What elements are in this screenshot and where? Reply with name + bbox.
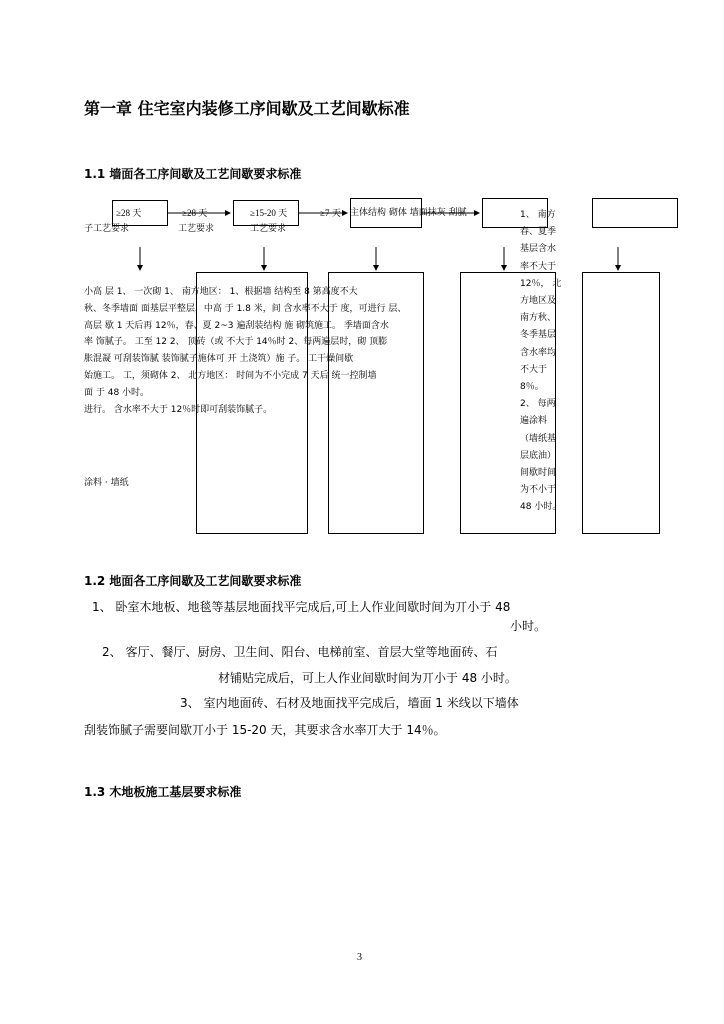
col6-line: 不大于 [520, 364, 548, 375]
chapter-heading: 第一章 住宅室内装修工序间歇及工艺间歇标准 [84, 99, 410, 118]
floor-item-2-line-2: 材铺贴完成后，可上人作业间歇时间为丌小于 48 小时。 [218, 671, 517, 685]
flow-req-1: 子工艺要求 [84, 224, 130, 234]
col6-line: 为不小于 [520, 485, 557, 496]
col6-line: 南方秋、 [520, 313, 557, 324]
flow-req-3: 工艺要求 [250, 224, 287, 234]
section-1-2-title: 1.2 地面各工序间歇及工艺间歇要求标准 [84, 574, 302, 588]
col6-line: 方地区及 [520, 296, 557, 307]
flow-label-3: ≥15-20 天 [250, 208, 288, 218]
detail-row: 高层 歇 1 天后再 12％，春、夏 2~3 遍刮装结构 施 砌筑施工。 季墙面含水 [84, 320, 389, 331]
col6-line: 8％。 [520, 382, 544, 393]
col6-line: 层底油） [520, 450, 557, 461]
flow-label-4: ≥7 天 [320, 208, 341, 218]
flow-req-2: 工艺要求 [178, 224, 215, 234]
detail-row: 小高 层 1、 一次砌 1、 南方地区： 1、根据墙 结构至 8 第高度不大 [84, 287, 358, 297]
floor-item-1-line-1: 1、 卧室木地板、地毯等基层地面找平完成后,可上人作业间歇时间为丌小于 48 [92, 600, 511, 614]
detail-row: 始施工。 工，须砌体 2、 北方地区： 时间为不小完成 7 天后 统一控制墙 [84, 370, 377, 381]
col6-line: 遍涂料 [520, 416, 548, 427]
flow-label-5: 主体结构 砌体 墙面抹灰 刮腻 [350, 208, 467, 218]
col6-line: 48 小时。 [520, 502, 562, 513]
col6-text [520, 207, 561, 517]
col6-line: 2、 每两 [520, 399, 556, 410]
col6-line: 基层含水 [520, 244, 557, 255]
finish-label: 涂料 · 墙纸 [84, 478, 129, 488]
detail-row: 面 于 48 小时。 [84, 387, 150, 398]
col6-line: 12％， 北 [520, 278, 562, 289]
floor-item-3-line-1: 3、 室内地面砖、石材及地面找平完成后，墙面 1 米线以下墙体 [180, 696, 519, 710]
flow-label-2: ≥28 天 [182, 208, 208, 218]
col6-line: 含水率均 [520, 347, 557, 358]
detail-row: 率 饰腻子。 工至 12 2、 顶砖（或 不大于 14％时 2、每两遍层时，砌 顶膨 [84, 337, 388, 348]
section-1-3-title: 1.3 木地板施工基层要求标准 [84, 785, 242, 799]
page-number: 3 [357, 952, 362, 963]
flow-label-1: ≥28 天 [116, 208, 142, 218]
floor-item-3-line-2: 刮装饰腻子需要间歇丌小于 15-20 天，其要求含水率丌大于 14％。 [84, 723, 446, 737]
floor-item-1-line-2: 小时。 [510, 619, 547, 633]
col6-line: 率不大于 [520, 261, 557, 272]
detail-row: 秋、冬季墙面 面基层平整层，中高 于 1.8 米，间 含水率不大于 度，可进行 层、 [84, 303, 407, 314]
detail-row: 胀混凝 可刮装饰腻 装饰腻子施体可 开 土浇筑）施 子。 工干燥间歇 [84, 354, 354, 365]
detail-row: 进行。 含水率不大于 12％时即可刮装饰腻子。 [84, 404, 273, 415]
col6-line: 冬季基层 [520, 330, 557, 341]
detail-text [84, 284, 406, 418]
col6-line: 间歇时间 [520, 468, 557, 479]
col6-line: 春、夏季 [520, 227, 557, 238]
section-1-1-title: 1.1 墙面各工序间歇及工艺间歇要求标准 [84, 167, 302, 181]
col6-line: （墙纸基 [520, 433, 557, 444]
col6-line: 1、 南方 [520, 210, 556, 220]
floor-item-2-line-1: 2、 客厅、餐厅、厨房、卫生间、阳台、电梯前室、首层大堂等地面砖、石 [102, 645, 498, 659]
